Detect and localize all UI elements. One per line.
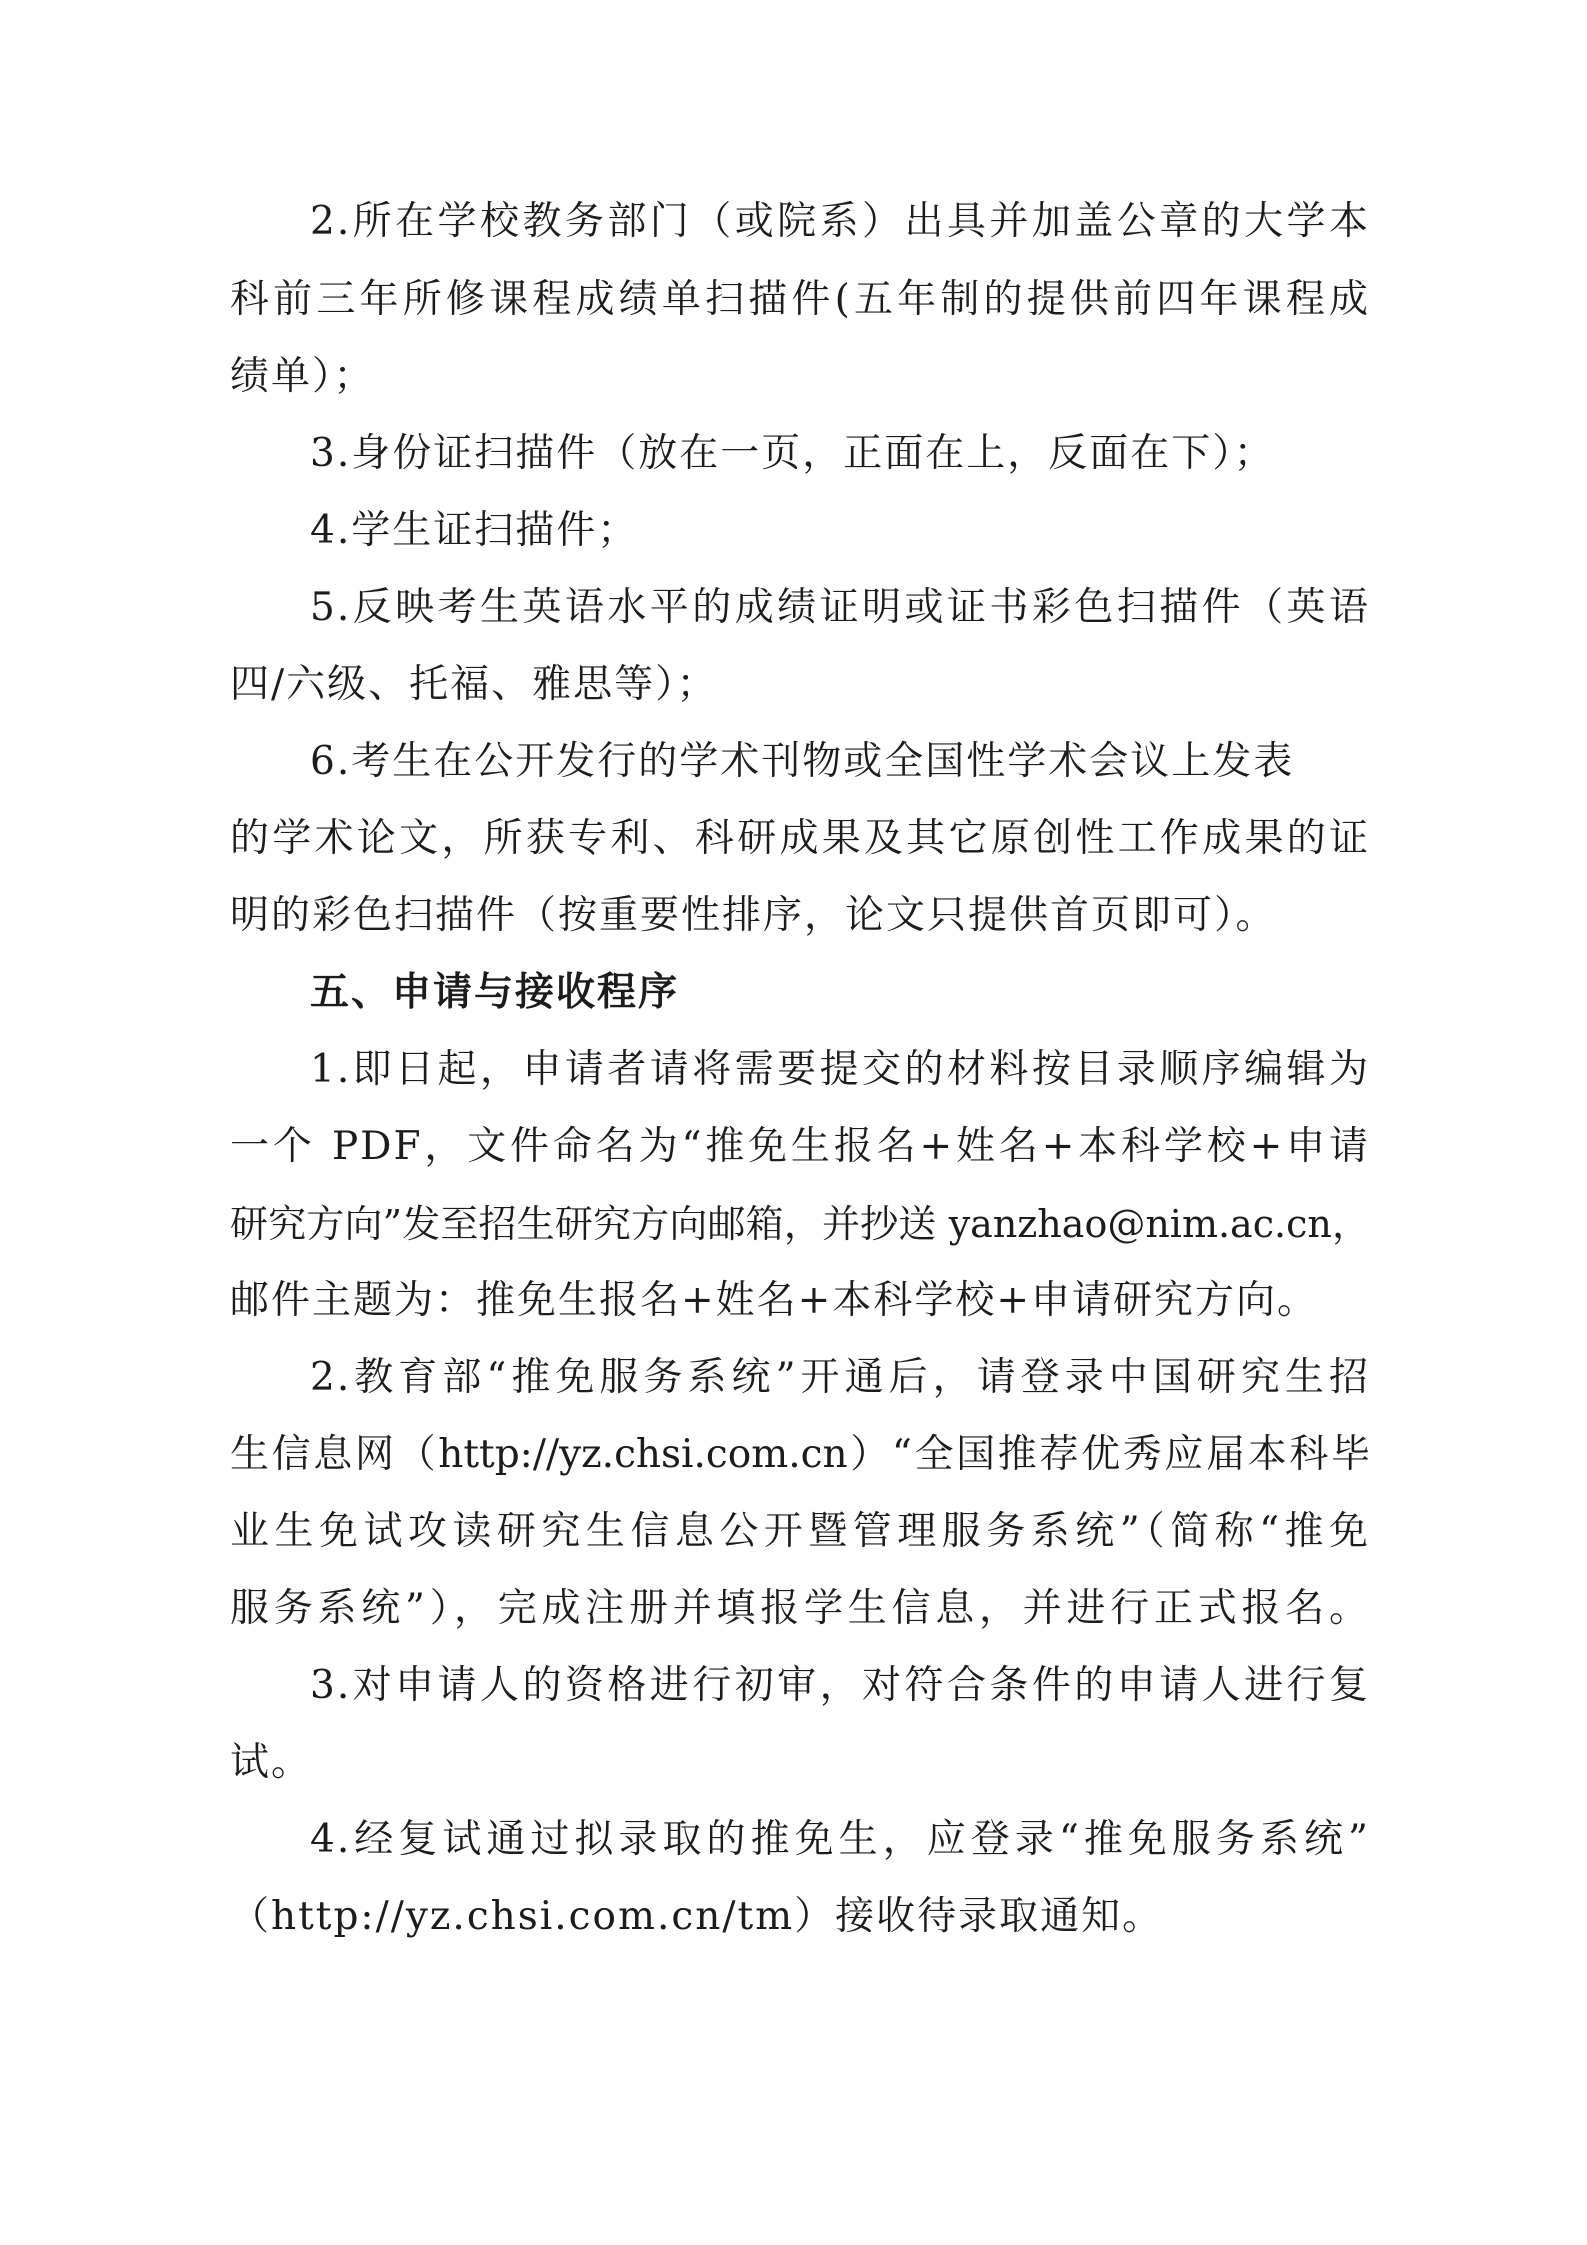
paragraph-line: 服务系统”），完成注册并填报学生信息，并进行正式报名。 xyxy=(230,1586,1370,1631)
paragraph-line: 试。 xyxy=(230,1740,313,1785)
paragraph-line: 5.反映考生英语水平的成绩证明或证书彩色扫描件（英语 xyxy=(310,585,1370,630)
paragraph-line: 1.即日起，申请者请将需要提交的材料按目录顺序编辑为 xyxy=(310,1047,1370,1092)
paragraph-line: （http://yz.chsi.com.cn/tm）接收待录取通知。 xyxy=(230,1894,1164,1939)
paragraph-line: 一个 PDF，文件命名为“推免生报名+姓名+本科学校+申请 xyxy=(230,1124,1370,1169)
paragraph-line: 科前三年所修课程成绩单扫描件(五年制的提供前四年课程成 xyxy=(230,277,1370,322)
section-heading: 五、申请与接收程序 xyxy=(310,970,680,1015)
paragraph-line: 3.身份证扫描件（放在一页，正面在上，反面在下）； xyxy=(310,431,1275,476)
paragraph-line: 3.对申请人的资格进行初审，对符合条件的申请人进行复 xyxy=(310,1663,1370,1708)
paragraph-line: 研究方向”发至招生研究方向邮箱，并抄送 yanzhao@nim.ac.cn， xyxy=(230,1202,1370,1246)
paragraph-line: 生信息网（http://yz.chsi.com.cn）“全国推荐优秀应届本科毕 xyxy=(230,1432,1370,1477)
paragraph-line: 2.教育部“推免服务系统”开通后，请登录中国研究生招 xyxy=(310,1355,1370,1400)
paragraph-line: 四/六级、托福、雅思等）； xyxy=(230,662,718,707)
paragraph-line: 4.经复试通过拟录取的推免生，应登录“推免服务系统” xyxy=(310,1817,1370,1862)
paragraph-line: 6.考生在公开发行的学术刊物或全国性学术会议上发表 xyxy=(310,739,1295,784)
paragraph-line: 的学术论文，所获专利、科研成果及其它原创性工作成果的证 xyxy=(230,816,1370,861)
paragraph-line: 绩单）； xyxy=(230,354,375,399)
paragraph-line: 业生免试攻读研究生信息公开暨管理服务系统”（简称“推免 xyxy=(230,1509,1370,1554)
paragraph-line: 2.所在学校教务部门（或院系）出具并加盖公章的大学本 xyxy=(310,199,1370,244)
paragraph-line: 邮件主题为：推免生报名+姓名+本科学校+申请研究方向。 xyxy=(230,1278,1319,1323)
paragraph-line: 明的彩色扫描件（按重要性排序，论文只提供首页即可）。 xyxy=(230,893,1277,938)
paragraph-line: 4.学生证扫描件； xyxy=(310,508,639,553)
